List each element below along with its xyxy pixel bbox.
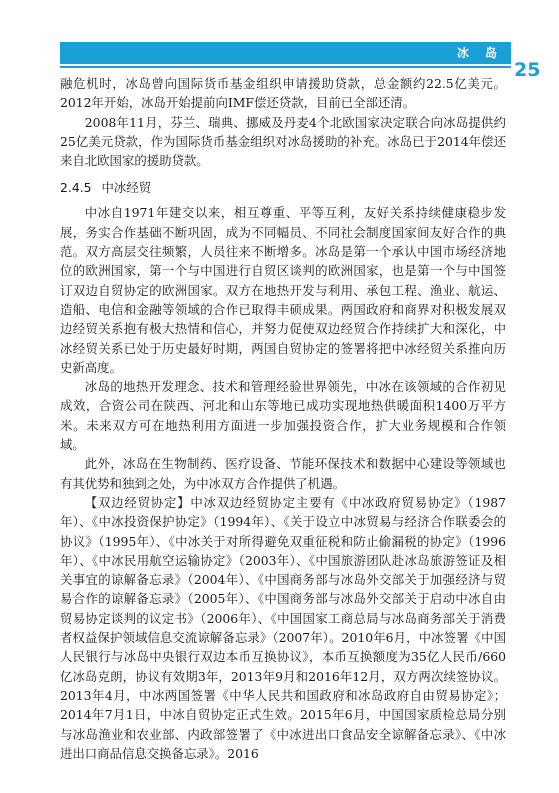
section-number: 2.4.5 xyxy=(60,180,92,196)
paragraph-2: 2008年11月，芬兰、瑞典、挪威及丹麦4个北欧国家决定联合向冰岛提供约25亿美元贷款，作为国际货币基金组织对冰岛援助的补充。冰岛已于2014年偿还来自北欧国家的援助贷款。 xyxy=(60,114,506,169)
page-body xyxy=(60,74,506,763)
section-heading xyxy=(60,178,506,197)
chapter-label: 冰 岛 xyxy=(456,46,503,60)
header-bar xyxy=(60,42,511,64)
paragraph-4: 冰岛的地热开发理念、技术和管理经验世界领先，中冰在该领域的合作初见成效，合资公司在陕西、河北和山东等地已成功实现地热供暖面积1400万平方米。未来双方可在地热利用方面进一步加强投资合作，扩大业务规模和合作领域。 xyxy=(60,379,506,453)
section-title: 中冰经贸 xyxy=(101,180,152,196)
paragraph-1: 融危机时，冰岛曾向国际货币基金组织申请援助贷款，总金额约22.5亿美元。2012年开始，冰岛开始提前向IMF偿还贷款，目前已全部还清。 xyxy=(60,76,506,111)
header-rule xyxy=(60,66,511,68)
page-number: 25 xyxy=(514,59,541,81)
paragraph-3: 中冰自1971年建交以来，相互尊重、平等互利，友好关系持续健康稳步发展，务实合作基础不断巩固，成为不同幅员、不同社会制度国家间友好合作的典范。双方高层交往频繁，人员往来不断增多。冰岛是第一个承认中国市场经济地位的欧洲国家，第一个与中国进行自贸区谈判的欧洲国家，也是第一个与中国签订双边自贸协定的欧洲国家。双方在地热开发与利用、承包工程、渔业、航运、造船、电信和金融等领域的合作已取得丰硕成果。两国政府和商界对积极发展双边经贸关系抱有极大热情和信心，并努力促使双边经贸合作持续扩大和深化，中冰经贸关系已处于历史最好时期，两国自贸协定的签署将把中冰经贸关系推向历史新高度。 xyxy=(60,205,506,375)
paragraph-5: 此外，冰岛在生物制药、医疗设备、节能环保技术和数据中心建设等领域也有其优势和独到之处，为中冰双方合作提供了机遇。 xyxy=(60,456,506,491)
paragraph-6: 【双边经贸协定】中冰双边经贸协定主要有《中冰政府贸易协定》（1987年）、《中冰投资保护协定》（1994年）、《关于设立中冰贸易与经济合作联委会的协议》（1995年）、《中冰关于对所得避免双重征税和防止偷漏税的协定》（1996年）、《中冰民用航空运输协定》（2003年）、《中国旅游团队赴冰岛旅游签证及相关事宜的谅解备忘录》（2004年）、《中国商务部与冰岛外交部关于加强经济与贸易合作的谅解备忘录》（2005年）、《中国商务部与冰岛外交部关于启动中冰自由贸易协定谈判的议定书》（2006年）、《中国国家工商总局与冰岛商务部关于消费者权益保护领域信息交流谅解备忘录》（2007年）。2010年6月，中冰签署《中国人民银行与冰岛中央银行双边本币互换协议》，本币互换额度为35亿人民币/660亿冰岛克朗，协议有效期3年，2013年9月和2016年12月，双方两次续签协议。2013年4月，中冰两国签署《中华人民共和国政府和冰岛政府自由贸易协定》；2014年7月1日，中冰自贸协定正式生效。2015年6月，中国国家质检总局分别与冰岛渔业和农业部、内政部签署了《中冰进出口食品安全谅解备忘录》、《中冰进出口商品信息交换备忘录》。2016 xyxy=(60,494,506,761)
